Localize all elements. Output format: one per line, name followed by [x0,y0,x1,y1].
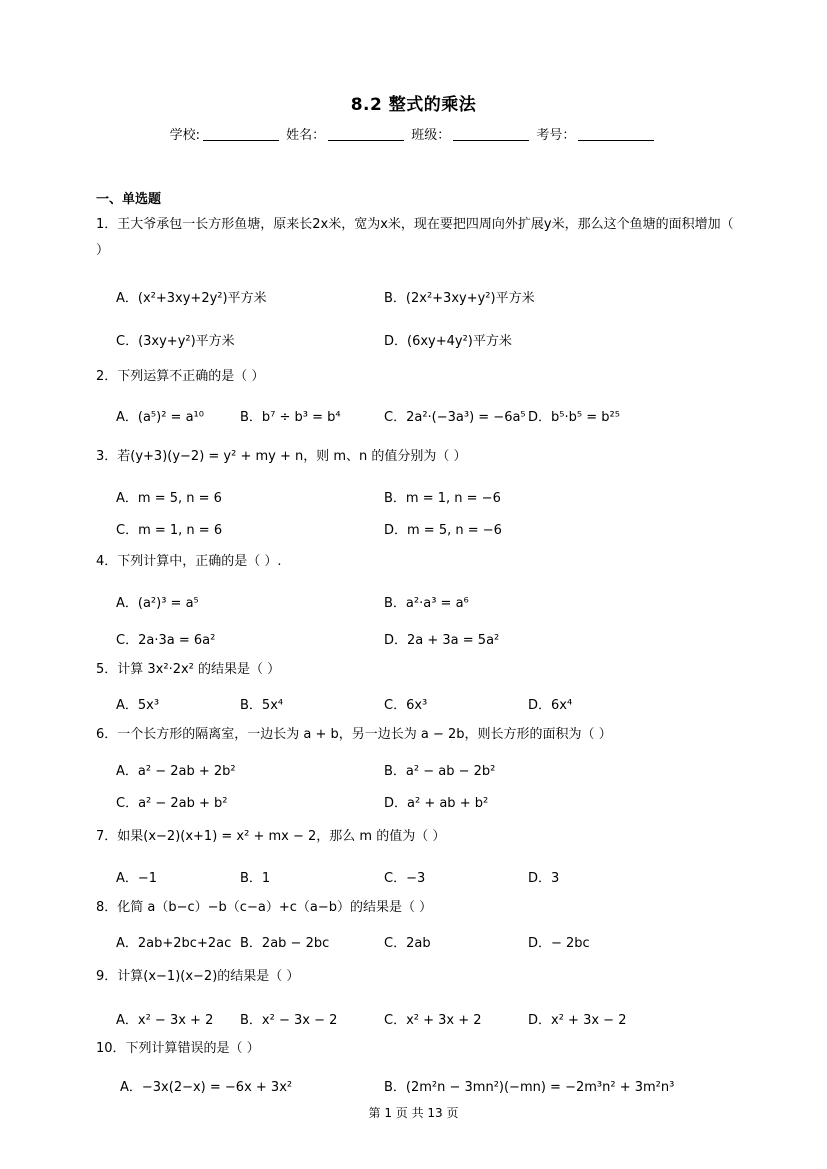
exam-no-label: 考号： [536,128,576,143]
page-title: 8.2 整式的乘法 [350,95,477,115]
question-9-option-d: D．x² + 3x − 2 [528,1013,627,1028]
question-1-option-b: B．(2x²+3xy+y²)平方米 [384,291,535,306]
question-8-option-a: A．2ab+2bc+2ac [116,936,232,951]
question-9-stem: 9．计算(x−1)(x−2)的结果是（ ） [96,969,300,984]
question-2-stem: 2．下列运算不正确的是（ ） [96,369,265,384]
student-info-line [0,124,827,143]
section-title: 一、单选题 [96,192,162,207]
name-label: 姓名： [286,128,326,143]
question-3-stem: 3．若(y+3)(y−2) = y² + my + n，则 m、n 的值分别为（ ） [96,449,467,464]
class-blank[interactable] [453,128,529,141]
question-7-option-c: C．−3 [384,871,426,886]
question-7-option-b: B．1 [240,871,271,886]
question-3-option-a: A．m = 5, n = 6 [116,491,222,506]
question-8-stem: 8．化简 a（b−c）−b（c−a）+c（a−b）的结果是（ ） [96,900,433,915]
question-9-option-b: B．x² − 3x − 2 [240,1013,338,1028]
question-9-option-a: A．x² − 3x + 2 [116,1013,214,1028]
class-label: 班级： [411,128,451,143]
question-1-option-d: D．(6xy+4y²)平方米 [384,334,512,349]
question-1-option-c: C．(3xy+y²)平方米 [116,334,235,349]
question-4-option-d: D．2a + 3a = 5a² [384,633,500,648]
question-2-option-d: D．b⁵·b⁵ = b²⁵ [528,410,620,425]
question-7-stem: 7．如果(x−2)(x+1) = x² + mx − 2，那么 m 的值为（ ） [96,829,446,844]
page-footer: 第 1 页 共 13 页 [368,1106,459,1120]
question-3-option-d: D．m = 5, n = −6 [384,523,502,538]
question-6-option-d: D．a² + ab + b² [384,796,489,811]
question-6-option-b: B．a² − ab − 2b² [384,764,496,779]
question-10-option-a: A．−3x(2−x) = −6x + 3x² [120,1080,293,1095]
question-6-option-a: A．a² − 2ab + 2b² [116,764,236,779]
school-label: 学校: [169,128,200,143]
name-blank[interactable] [328,128,404,141]
question-2-option-b: B．b⁷ ÷ b³ = b⁴ [240,410,341,425]
question-8-option-d: D．− 2bc [528,936,590,951]
question-5-stem: 5．计算 3x²·2x² 的结果是（ ） [96,662,281,677]
school-blank[interactable] [203,128,279,141]
question-3-option-b: B．m = 1, n = −6 [384,491,501,506]
question-1-option-a: A．(x²+3xy+2y²)平方米 [116,291,267,306]
question-5-option-d: D．6x⁴ [528,698,573,713]
question-4-stem: 4．下列计算中，正确的是（ ）. [96,554,282,569]
question-9-option-c: C．x² + 3x + 2 [384,1013,482,1028]
question-7-option-a: A．−1 [116,871,158,886]
question-7-option-d: D．3 [528,871,560,886]
question-6-stem: 6．一个长方形的隔离室，一边长为 a + b，另一边长为 a − 2b，则长方形的面积为（ ） [96,727,612,742]
question-5-option-a: A．5x³ [116,698,160,713]
question-8-option-b: B．2ab − 2bc [240,936,330,951]
question-4-option-a: A．(a²)³ = a⁵ [116,596,199,611]
question-8-option-c: C．2ab [384,936,431,951]
question-10-stem: 10．下列计算错误的是（ ） [96,1041,260,1056]
question-3-option-c: C．m = 1, n = 6 [116,523,223,538]
exam-no-blank[interactable] [578,128,654,141]
question-5-option-c: C．6x³ [384,698,428,713]
question-1-stem: 1．王大爷承包一长方形鱼塘，原来长2x米，宽为x米，现在要把四周向外扩展y米，那么这个鱼塘的面积增加（ ） [96,217,734,258]
question-6-option-c: C．a² − 2ab + b² [116,796,228,811]
question-5-option-b: B．5x⁴ [240,698,284,713]
question-10-option-b: B．(2m²n − 3mn²)(−mn) = −2m³n² + 3m²n³ [384,1080,675,1095]
question-4-option-c: C．2a·3a = 6a² [116,633,216,648]
question-2-option-a: A．(a⁵)² = a¹⁰ [116,410,204,425]
question-4-option-b: B．a²·a³ = a⁶ [384,596,469,611]
question-2-option-c: C．2a²·(−3a³) = −6a⁵ [384,410,526,425]
